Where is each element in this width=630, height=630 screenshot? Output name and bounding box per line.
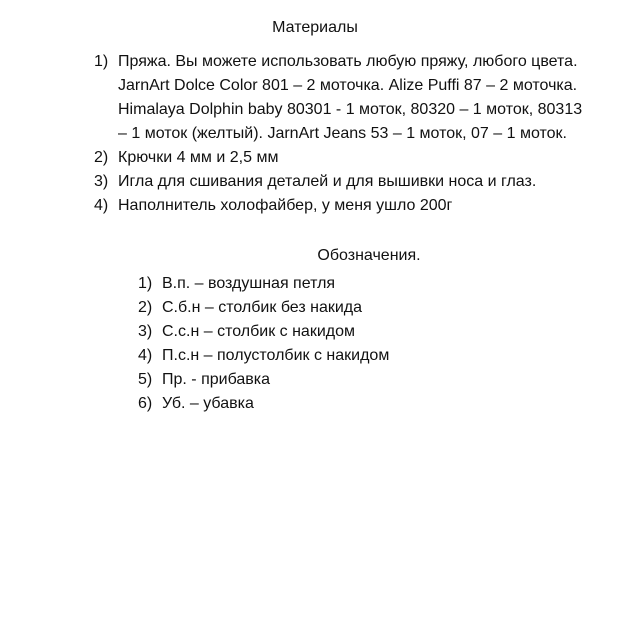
list-text: Уб. – убавка: [162, 395, 254, 412]
list-number: 1): [94, 53, 109, 70]
list-number: 3): [94, 173, 109, 190]
legend-list: [138, 272, 538, 416]
materials-list: [94, 50, 624, 218]
list-number: 3): [138, 323, 153, 340]
list-item: [138, 368, 538, 392]
list-item: [94, 146, 624, 170]
list-number: 4): [94, 197, 109, 214]
list-text: В.п. – воздушная петля: [162, 275, 336, 292]
list-item: [138, 296, 538, 320]
list-number: 2): [138, 299, 153, 316]
list-line: JarnArt Dolce Color 801 – 2 моточка. Alize Puffi 87 – 2 моточка.: [118, 77, 578, 94]
legend-heading: Обозначения.: [317, 247, 421, 264]
list-item: [138, 272, 538, 296]
list-line: Наполнитель холофайбер, у меня ушло 200г: [118, 197, 453, 214]
list-line: Крючки 4 мм и 2,5 мм: [118, 149, 279, 166]
list-number: 4): [138, 347, 153, 364]
list-text: С.б.н – столбик без накида: [162, 299, 363, 316]
list-item: [138, 344, 538, 368]
list-number: 5): [138, 371, 153, 388]
list-item: [138, 320, 538, 344]
list-line: Пряжа. Вы можете использовать любую пряжу, любого цвета.: [118, 53, 578, 70]
list-text: С.с.н – столбик с накидом: [162, 323, 355, 340]
list-item: [94, 170, 624, 194]
list-item: [138, 392, 538, 416]
list-number: 6): [138, 395, 153, 412]
list-item: [94, 194, 624, 218]
list-text: П.с.н – полустолбик с накидом: [162, 347, 390, 364]
list-line: Игла для сшивания деталей и для вышивки носа и глаз.: [118, 173, 537, 190]
list-line: Himalaya Dolphin baby 80301 - 1 моток, 80320 – 1 моток, 80313: [118, 101, 583, 118]
list-text: Пр. - прибавка: [162, 371, 271, 388]
list-line: – 1 моток (желтый). JarnArt Jeans 53 – 1 моток, 07 – 1 моток.: [118, 125, 567, 142]
list-item: [94, 50, 624, 146]
list-number: 1): [138, 275, 153, 292]
materials-heading: Материалы: [272, 19, 358, 36]
list-number: 2): [94, 149, 109, 166]
